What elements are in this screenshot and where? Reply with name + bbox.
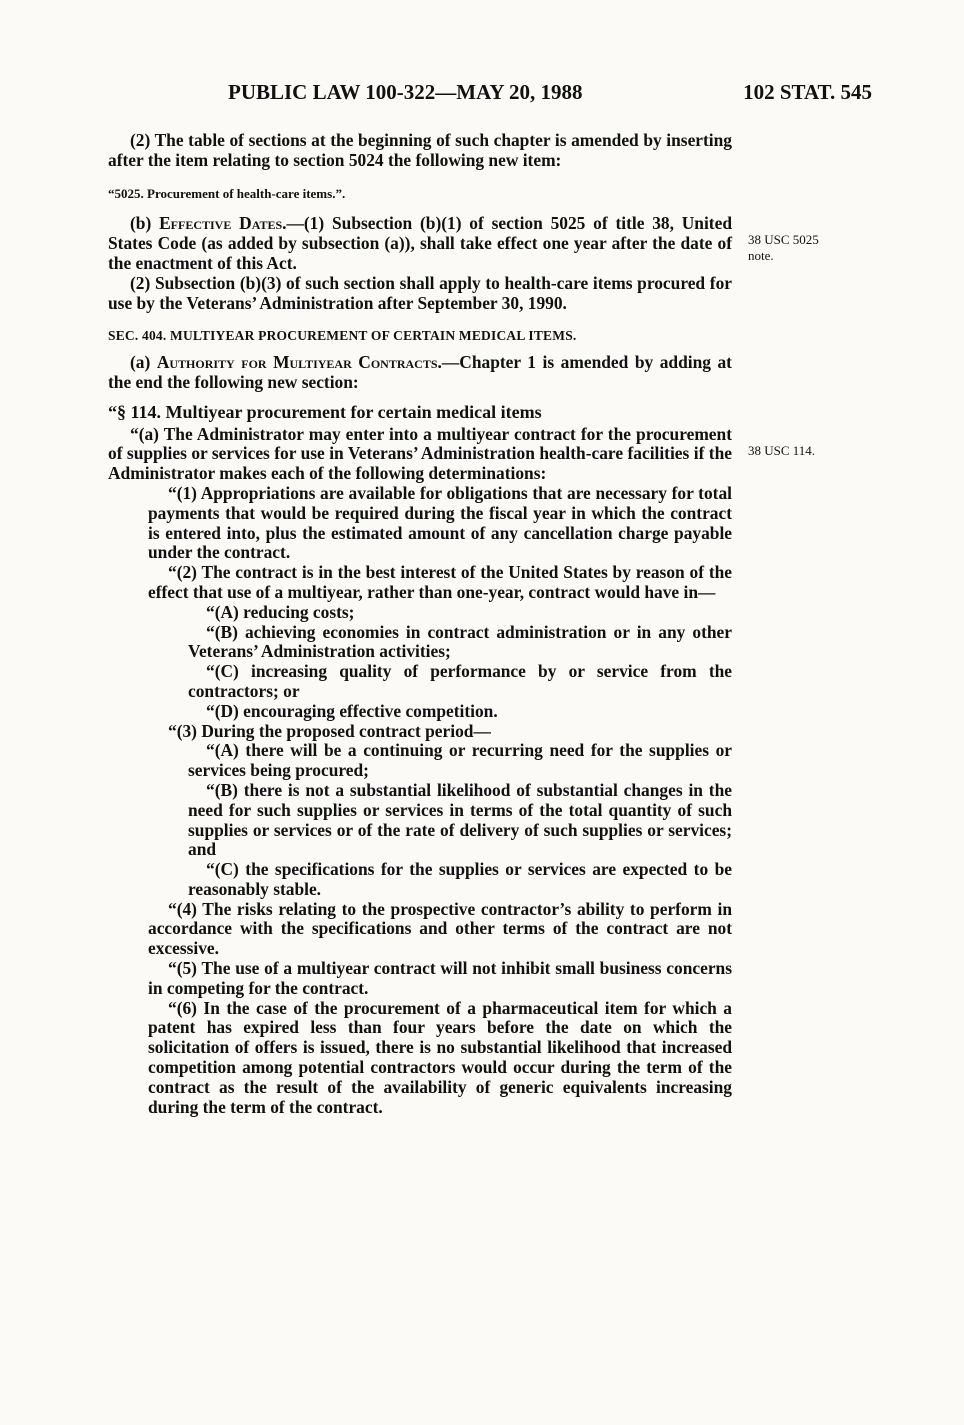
authority-heading: Authority for Multiyear Contracts bbox=[156, 352, 438, 373]
new-item-5025: “5025. Procurement of health-care items.”. bbox=[108, 185, 346, 201]
document-body bbox=[108, 131, 732, 1117]
effective-dates-heading: Effective Dates bbox=[159, 213, 283, 234]
authority-prefix: (a) bbox=[130, 352, 157, 373]
margin-note-5025-line2: note. bbox=[748, 248, 774, 263]
item-6: “(6) In the case of the procurement of a pharmaceutical item for which a patent has expired less than four years before the date on which the solicitation of offers is issued, there is no substantial likelihood that increased competition among potential contractors would occur during the term of the contract as the result of the availability of generic equivalents increasing during the term of the contract. bbox=[148, 997, 732, 1117]
paragraph-authority bbox=[108, 353, 732, 393]
paragraph-114a: “(a) The Administrator may enter into a multiyear contract for the procurement of supplies or services for use in Veterans’ Administration health-care facilities if the Administrator makes each of the following determinations: bbox=[108, 423, 732, 484]
item-3A: “(A) there will be a continuing or recurring need for the supplies or services being procured; bbox=[188, 740, 732, 781]
item-5: “(5) The use of a multiyear contract will not inhibit small business concerns in competing for the contract. bbox=[148, 958, 732, 998]
item-3C: “(C) the specifications for the supplies or services are expected to be reasonably stable. bbox=[188, 859, 732, 899]
item-3B: “(B) there is not a substantial likelihood of substantial changes in the need for such supplies or services in terms of the total quantity of such supplies or services or of the rate of delivery of such supplies or services; and bbox=[188, 779, 732, 860]
margin-note-5025 bbox=[748, 232, 819, 264]
header-stat-page: 102 STAT. 545 bbox=[743, 80, 872, 104]
paragraph-effective-dates bbox=[108, 214, 732, 273]
section-404-heading: SEC. 404. MULTIYEAR PROCUREMENT OF CERTAIN MEDICAL ITEMS. bbox=[108, 328, 577, 344]
paragraph-b2: (2) Subsection (b)(3) of such section shall apply to health-care items procured for use by the Veterans’ Administration after September 30, 1990. bbox=[108, 272, 732, 313]
page-header bbox=[0, 80, 964, 110]
item-4: “(4) The risks relating to the prospective contractor’s ability to perform in accordance with the specifications and other terms of the contract are not excessive. bbox=[148, 898, 732, 959]
item-3: “(3) During the proposed contract period— bbox=[168, 720, 491, 741]
item-2D: “(D) encouraging effective competition. bbox=[206, 700, 498, 721]
item-2B: “(B) achieving economies in contract administration or in any other Veterans’ Administration activities; bbox=[188, 621, 732, 662]
item-2C: “(C) increasing quality of performance by or service from the contractors; or bbox=[188, 661, 732, 701]
item-1: “(1) Appropriations are available for obligations that are necessary for total payments that would be required during the fiscal year in which the contract is entered into, plus the estimated amount of any cancellation charge payable under the contract. bbox=[148, 482, 732, 563]
authority-text: .—Chapter 1 is amended by adding at the end the following new section: bbox=[108, 352, 732, 392]
section-114-heading: “§ 114. Multiyear procurement for certain medical items bbox=[108, 401, 542, 422]
margin-note-114: 38 USC 114. bbox=[748, 443, 816, 458]
effective-dates-text: .—(1) Subsection (b)(1) of section 5025 of title 38, United States Code (as added by subsection (a)), shall take effect one year after the date of the enactment of this Act. bbox=[108, 213, 732, 273]
item-2A: “(A) reducing costs; bbox=[206, 601, 355, 622]
effective-dates-prefix: (b) bbox=[130, 213, 160, 234]
header-title: PUBLIC LAW 100-322—MAY 20, 1988 bbox=[228, 80, 583, 104]
paragraph-table-of-sections: (2) The table of sections at the beginning of such chapter is amended by inserting after the item relating to section 5024 the following new item: bbox=[108, 130, 732, 170]
item-2: “(2) The contract is in the best interest of the United States by reason of the effect that use of a multiyear, rather than one-year, contract would have in— bbox=[148, 562, 732, 602]
margin-note-5025-line1: 38 USC 5025 bbox=[748, 232, 819, 247]
